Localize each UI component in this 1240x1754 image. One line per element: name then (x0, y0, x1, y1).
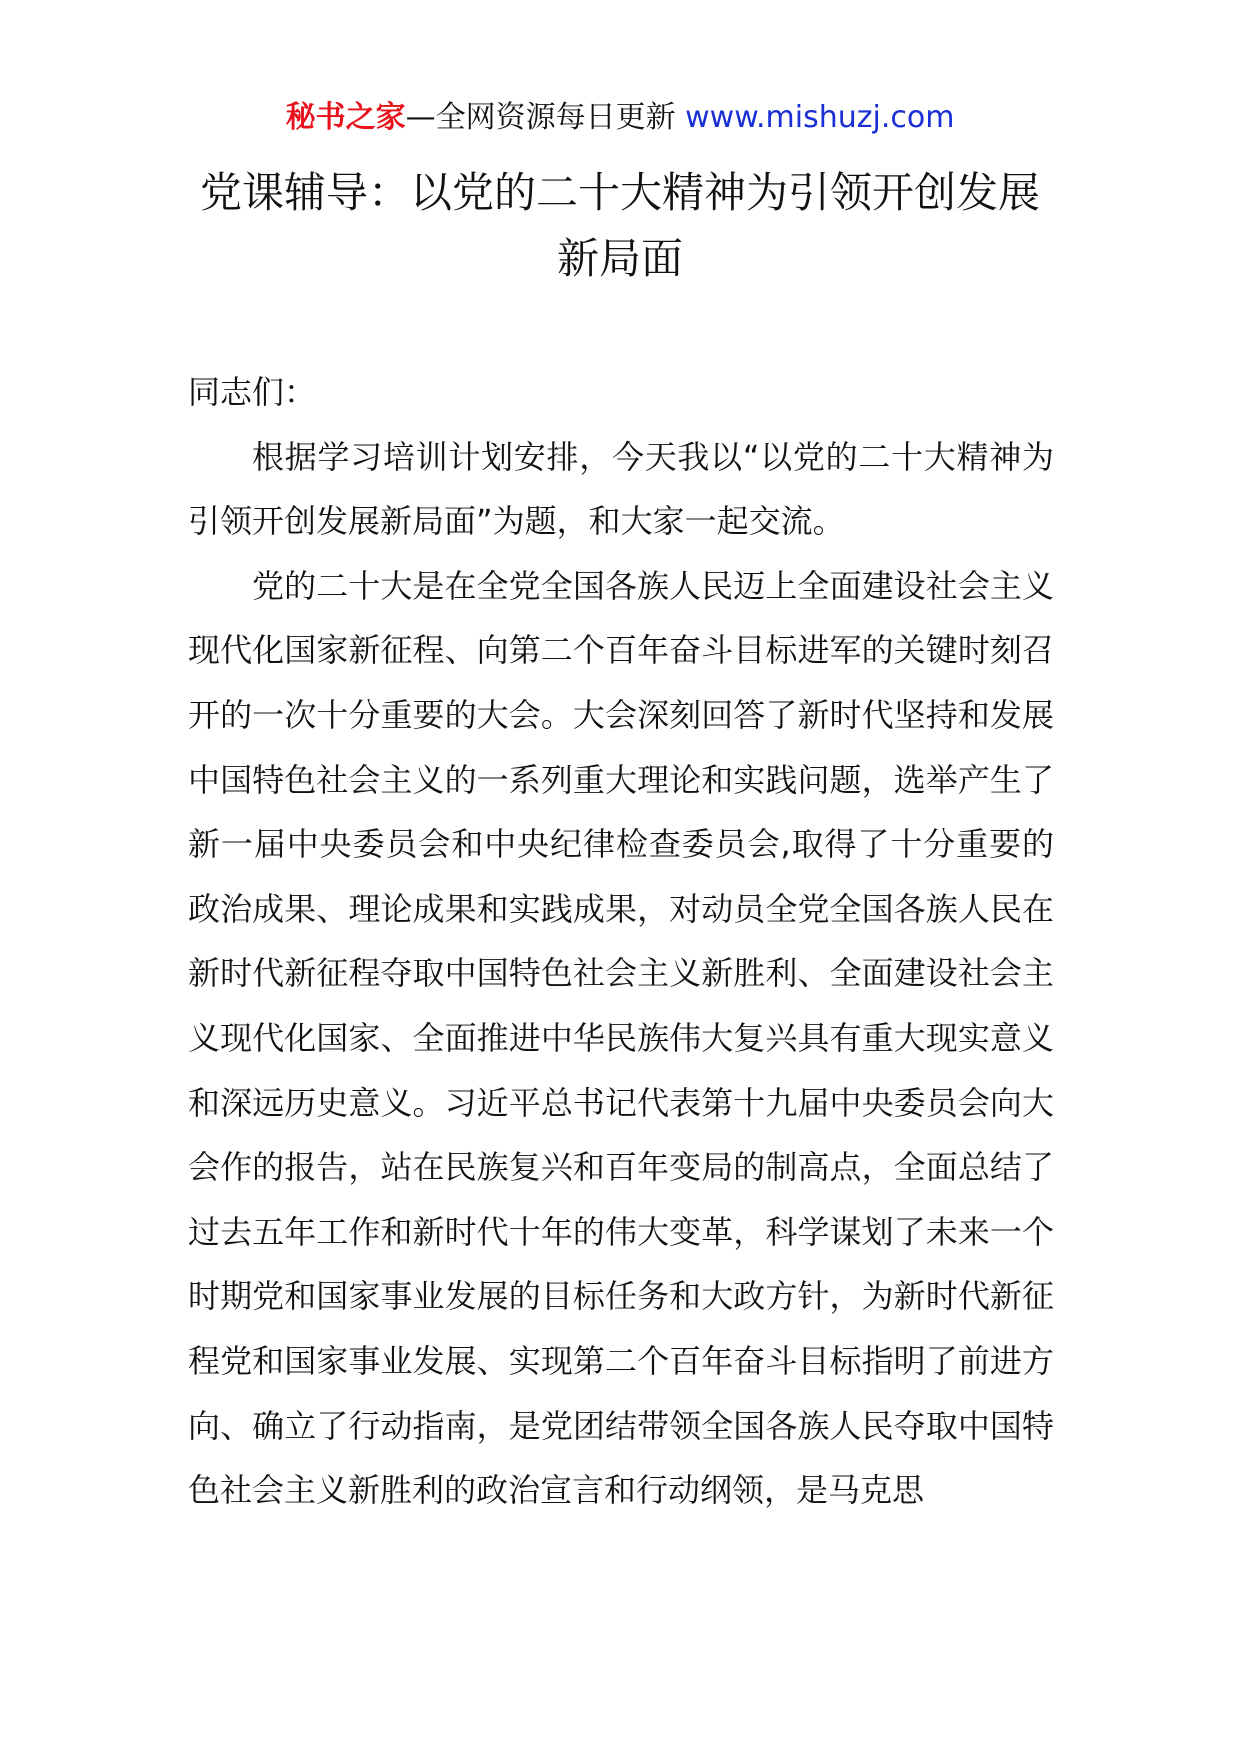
salutation: 同志们： (188, 373, 317, 411)
document-body (188, 360, 1054, 1523)
header-tagline: 全网资源每日更新 (435, 100, 676, 135)
site-url-link[interactable]: www.mishuzj.com (685, 100, 955, 135)
brand-name: 秘书之家 (285, 100, 406, 135)
paragraph-intro: 根据学习培训计划安排，今天我以“以党的二十大精神为引领开创发展新局面”为题，和大家一起交流。 (188, 437, 1054, 541)
header-dash: — (405, 100, 436, 135)
paragraph-main: 党的二十大是在全党全国各族人民迈上全面建设社会主义现代化国家新征程、向第二个百年奋斗目标进军的关键时刻召开的一次十分重要的大会。大会深刻回答了新时代坚持和发展中国特色社会主义的一系列重大理论和实践问题，选举产生了新一届中央委员会和中央纪律检查委员会,取得了十分重要的政治成果、理论成果和实践成果，对动员全党全国各族人民在新时代新征程夺取中国特色社会主义新胜利、全面建设社会主义现代化国家、全面推进中华民族伟大复兴具有重大现实意义和深远历史意义。习近平总书记代表第十九届中央委员会向大会作的报告，站在民族复兴和百年变局的制高点，全面总结了过去五年工作和新时代十年的伟大变革，科学谋划了未来一个时期党和国家事业发展的目标任务和大政方针，为新时代新征程党和国家事业发展、实现第二个百年奋斗目标指明了前进方向、确立了行动指南，是党团结带领全国各族人民夺取中国特色社会主义新胜利的政治宣言和行动纲领，是马克思 (188, 566, 1054, 1510)
document-title: 党课辅导：以党的二十大精神为引领开创发展新局面 (199, 168, 1040, 283)
site-header (0, 98, 1240, 138)
